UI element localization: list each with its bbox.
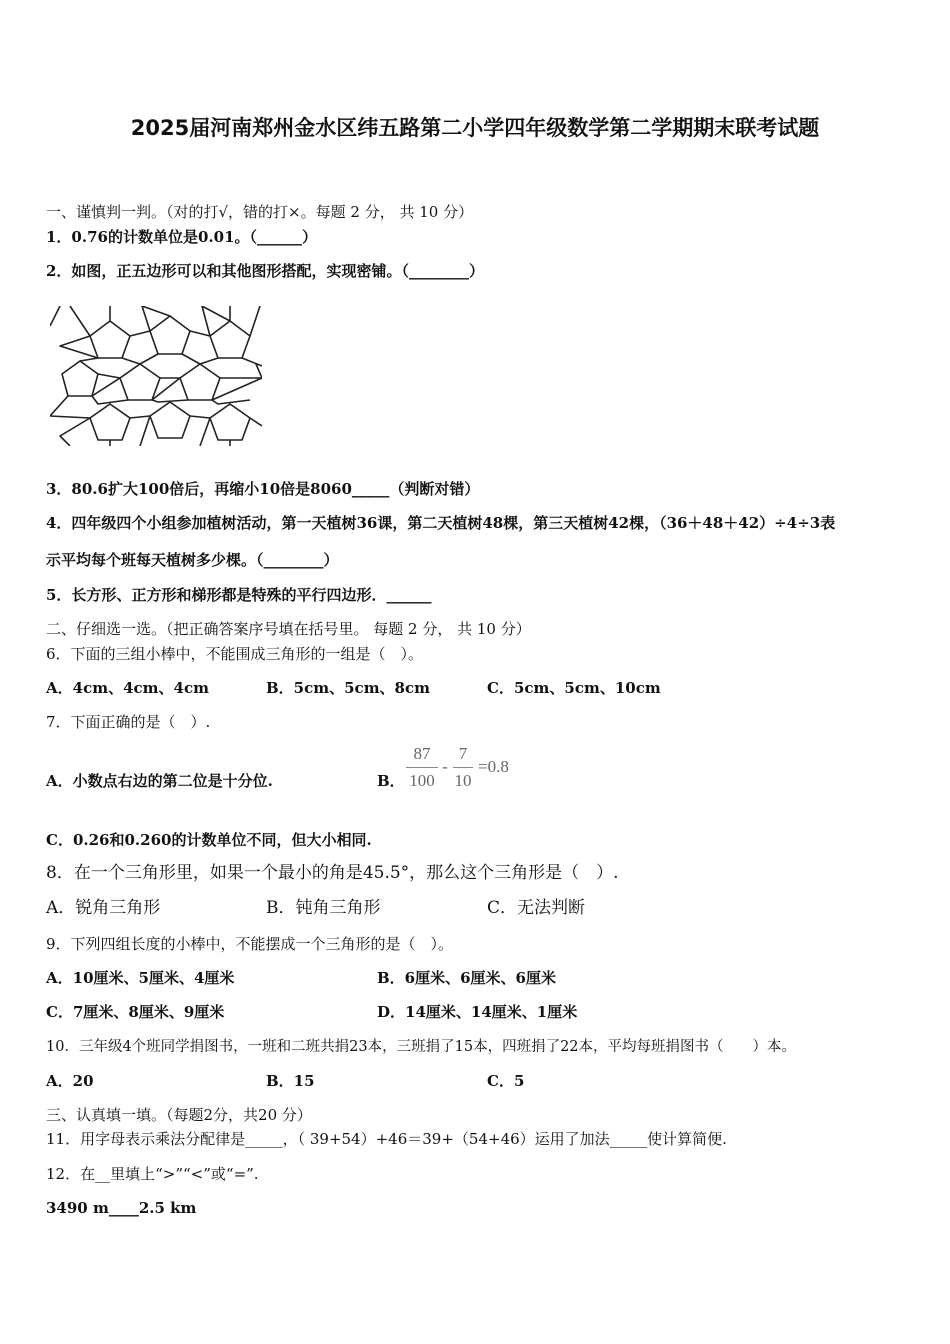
question-3: 3．80.6扩大100倍后，再缩小10倍是8060_____（判断对错） [46, 480, 480, 498]
question-4-line2: 示平均每个班每天植树多少棵。（________） [46, 551, 339, 569]
q7-option-c: C．0.26和0.260的计数单位不同，但大小相同. [46, 831, 372, 849]
question-4-line1: 4．四年级四个小组参加植树活动，第一天植树36课，第二天植树48棵，第三天植树42棵，（36＋48＋42）÷4÷3表 [46, 514, 836, 532]
pentagon-tessellation-figure [50, 306, 262, 446]
page-title: 2025届河南郑州金水区纬五路第二小学四年级数学第二学期期末联考试题 [130, 116, 820, 140]
q9-option-c: C．7厘米、8厘米、9厘米 [46, 1003, 225, 1021]
q10-option-a: A．20 [46, 1072, 94, 1090]
q9-option-a: A．10厘米、5厘米、4厘米 [46, 969, 235, 987]
q9-option-d: D．14厘米、14厘米、1厘米 [377, 1003, 578, 1021]
question-7: 7．下面正确的是（ ）. [46, 713, 211, 731]
q6-option-c: C．5cm、5cm、10cm [487, 679, 661, 697]
fraction-2-numerator: 7 [458, 744, 468, 763]
q7-option-b-label: B． [377, 772, 405, 790]
question-9: 9．下列四组长度的小棒中，不能摆成一个三角形的是（ ）。 [46, 935, 454, 953]
question-10: 10．三年级4个班同学捐图书，一班和二班共捐23本，三班捐了15本，四班捐了22本，平均每班捐图书（ ）本。 [46, 1039, 797, 1055]
fraction-2-denominator: 10 [454, 771, 472, 790]
fraction-1-numerator: 87 [413, 744, 431, 763]
question-12-item: 3490 m____2.5 km [46, 1199, 197, 1217]
question-11: 11．用字母表示乘法分配律是_____，（ 39+54）+46＝39+（54+46）运用了加法_____使计算简便. [46, 1130, 727, 1148]
q6-option-b: B．5cm、5cm、8cm [266, 679, 431, 697]
q6-option-a: A．4cm、4cm、4cm [46, 679, 209, 697]
question-8: 8．在一个三角形里，如果一个最小的角是45.5°，那么这个三角形是（ ）. [46, 863, 619, 883]
fraction-1-bar [406, 767, 438, 768]
section-2-header: 二、仔细选一选。（把正确答案序号填在括号里。 每题 2 分， 共 10 分） [46, 620, 531, 638]
section-3-header: 三、认真填一填。（每题2分，共20 分） [46, 1106, 312, 1124]
question-1: 1．0.76的计数单位是0.01。（______） [46, 228, 318, 246]
fraction-1-denominator: 100 [409, 771, 435, 790]
question-2: 2．如图，正五边形可以和其他图形搭配，实现密铺。（________） [46, 262, 484, 280]
q10-option-b: B．15 [266, 1072, 315, 1090]
equation-result: =0.8 [478, 757, 509, 776]
fraction-2-bar [453, 767, 473, 768]
q8-option-c: C．无法判断 [487, 898, 586, 918]
question-6: 6．下面的三组小棒中，不能围成三角形的一组是（ ）。 [46, 645, 424, 663]
q7-option-a: A．小数点右边的第二位是十分位. [46, 772, 273, 790]
question-5: 5．长方形、正方形和梯形都是特殊的平行四边形．______ [46, 586, 432, 604]
q10-option-c: C．5 [487, 1072, 525, 1090]
q9-option-b: B．6厘米、6厘米、6厘米 [377, 969, 556, 987]
section-1-header: 一、谨慎判一判。（对的打√，错的打×。每题 2 分， 共 10 分） [46, 203, 474, 221]
minus-sign: - [442, 757, 448, 776]
question-12: 12．在__里填上“>”“<”或“=”. [46, 1165, 259, 1183]
q8-option-a: A．锐角三角形 [46, 898, 161, 918]
q8-option-b: B．钝角三角形 [266, 898, 381, 918]
